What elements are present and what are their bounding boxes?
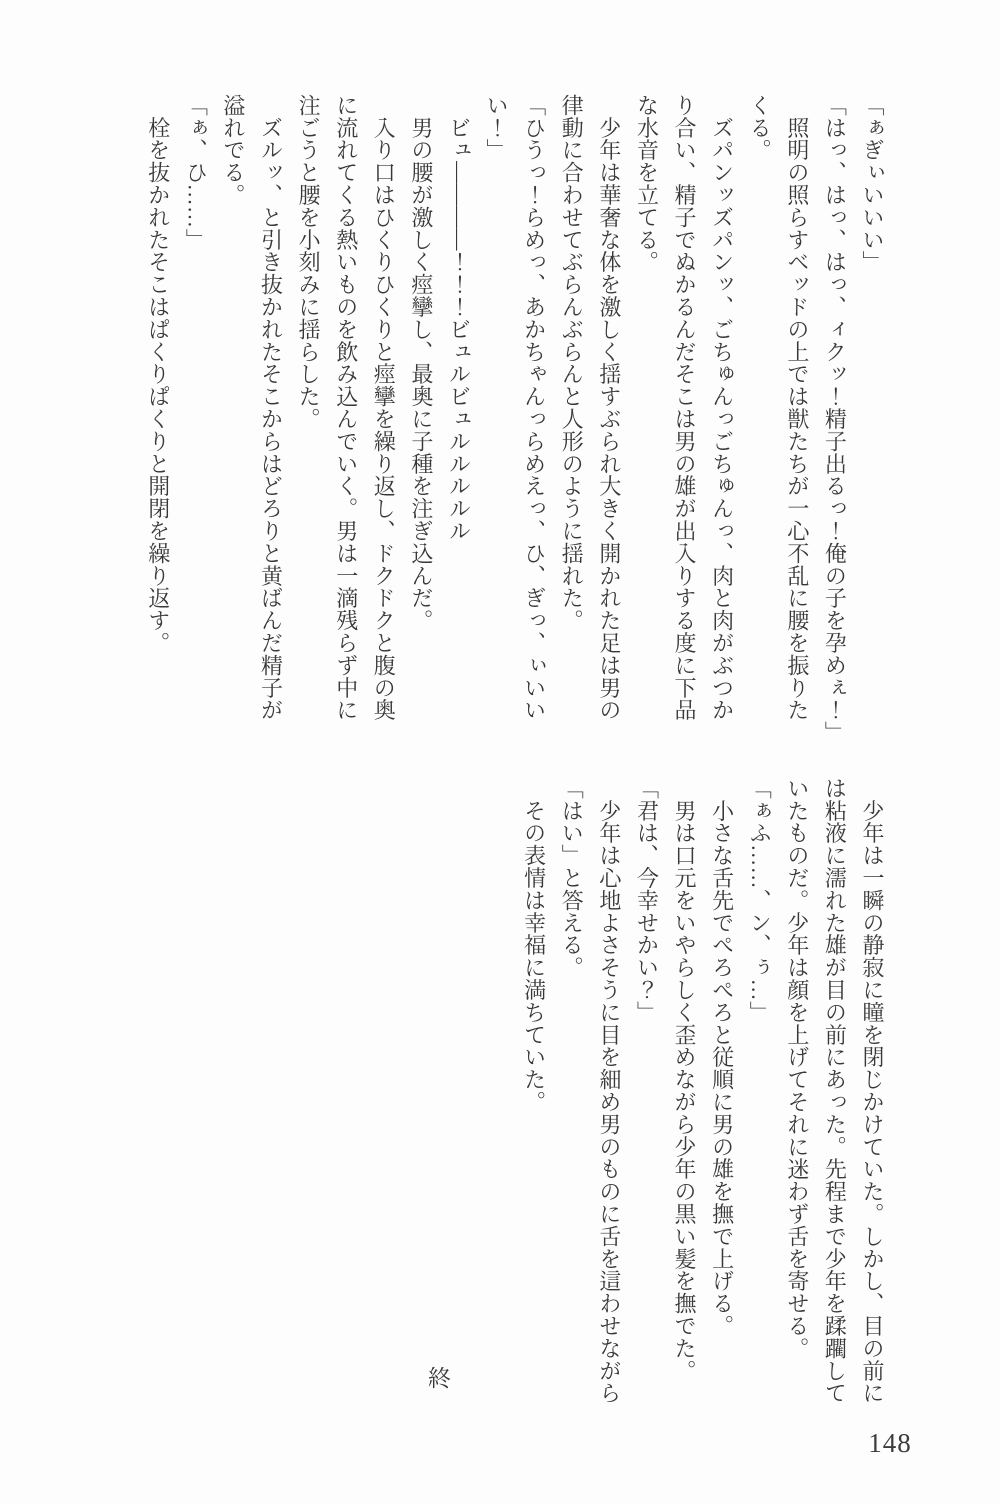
text-column: 「はっ、はっ、はっ、ィクッ！精子出るっ！俺の子を孕めぇ！」 [822,94,848,744]
text-column: 男の腰が激しく痙攣し、最奥に子種を注ぎ込んだ。 [408,94,434,632]
text-column: ビュ――――！！！ビュルビュルルルルル [446,94,472,542]
text-column: 少年は一瞬の静寂に瞳を閉じかけていた。しかし、目の前に [860,777,885,1405]
text-column: 入り口はひくりひくりと痙攣を繰り返し、ドクドクと腹の奥 [371,94,397,722]
text-column: 「ぁぎぃいいい」 [860,94,885,274]
text-column: 栓を抜かれたそこはぱくりぱくりと開閉を繰り返す。 [145,94,171,654]
text-column: 少年は華奢な体を激しく揺すぶられ大きく開かれた足は男の [596,94,622,722]
text-column: は粘液に濡れた雄が目の前にあった。先程まで少年を蹂躙して [822,777,848,1405]
text-column: いたものだ。少年は顔を上げてそれに迷わず舌を寄せる。 [784,777,810,1360]
text-column: 「ぁ、ひ……」 [183,94,209,251]
text-column: 注ごうと腰を小刻みに揺らした。 [296,94,322,430]
text-column: ズパンッズパンッ、ごちゅんっごちゅんっ、肉と肉がぶつか [709,94,735,722]
top-text-block [139,94,891,756]
text-column: 照明の照らすベッドの上では獣たちが一心不乱に腰を振りた [784,94,810,722]
text-column: 男は口元をいやらしく歪めながら少年の黒い髪を撫でた。 [672,777,698,1382]
bottom-text-block [515,777,891,1411]
text-column: 「ひうっ！らめっ、あかちゃんっらめえっ、ひ、ぎっ、ぃいい [521,94,547,722]
end-mark: 終 [425,1366,450,1389]
text-column: 溢れでる。 [220,94,246,206]
text-column: 少年は心地よさそうに目を細め男のものに舌を這わせながら [596,777,622,1405]
text-column: 「はい」と答える。 [559,777,585,979]
text-column: 小さな舌先でぺろぺろと従順に男の雄を撫で上げる。 [709,777,735,1337]
text-column: その表情は幸福に満ちていた。 [521,777,547,1113]
text-column: い！」 [484,94,510,162]
text-column: り合い、精子でぬかるんだそこは男の雄が出入りする度に下品 [672,94,698,722]
text-column: ズルッ、と引き抜かれたそこからはどろりと黄ばんだ精子が [258,94,284,722]
text-column: 律動に合わせてぶらんぶらんと人形のように揺れた。 [559,94,585,632]
page-number: 148 [868,1428,912,1458]
text-column: くる。 [747,94,773,162]
text-column: な水音を立てる。 [634,94,660,274]
text-column: 「ぁふ……、ン、ぅ…」 [747,777,773,1024]
text-column: に流れてくる熱いものを飲み込んでいく。男は一滴残らず中に [333,94,359,722]
text-column: 「君は、今幸せかい？」 [634,777,660,1024]
